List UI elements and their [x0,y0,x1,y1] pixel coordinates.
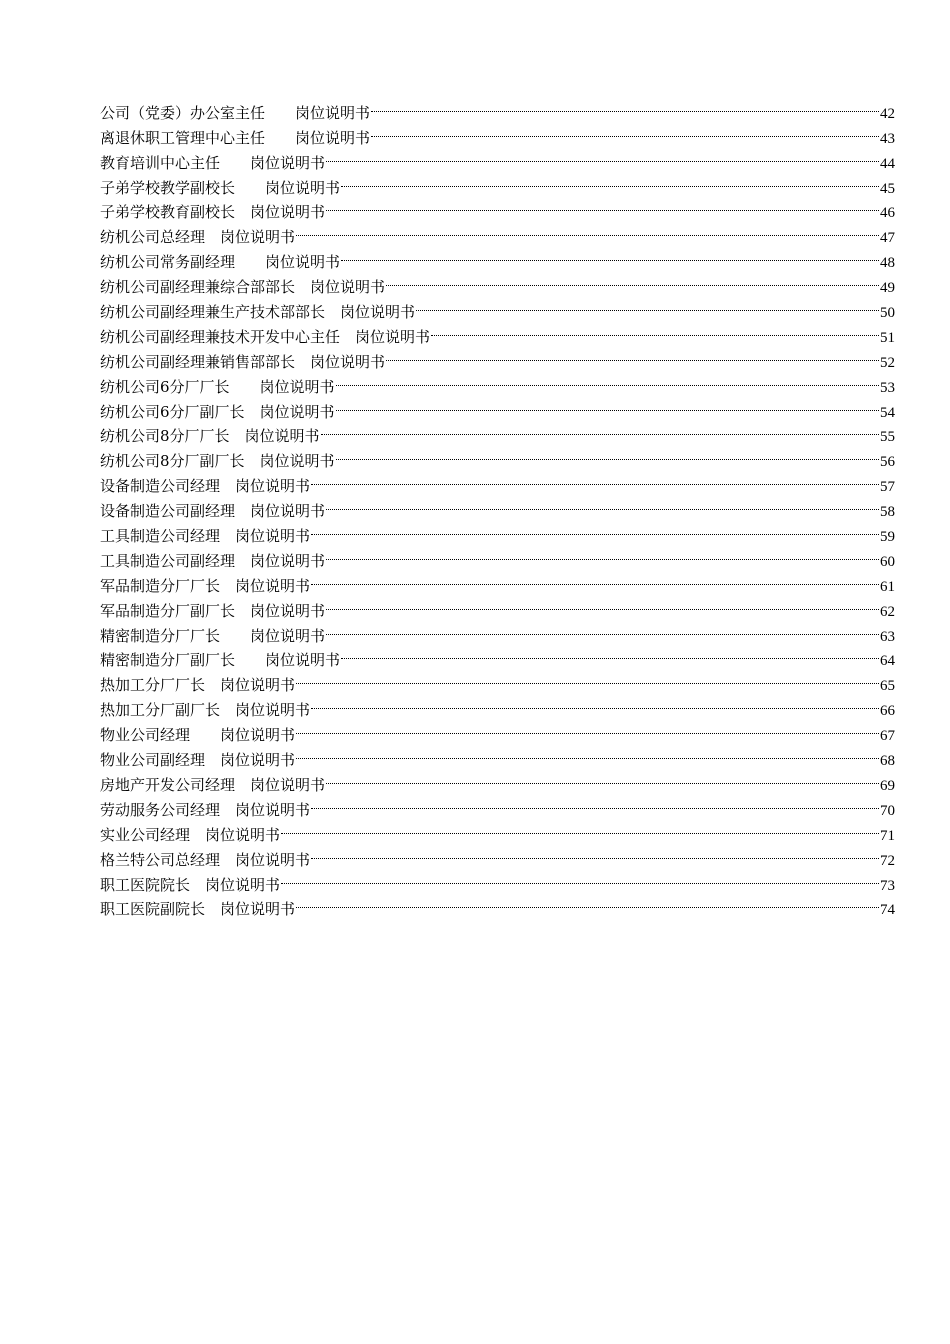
toc-entry-page-number: 50 [880,305,895,322]
dot-leader [385,267,880,292]
toc-entry-page-number: 43 [880,130,895,147]
dot-leader [325,765,880,790]
dot-leader [295,217,880,242]
toc-entry-title: 纺机公司8分厂副厂长 岗位说明书 [100,452,335,471]
dot-leader [295,715,880,740]
toc-entry-page-number: 61 [880,578,895,595]
dot-leader [295,890,880,915]
toc-entry-title: 纺机公司常务副经理 岗位说明书 [100,253,341,272]
toc-entry-title: 子弟学校教育副校长 岗位说明书 [100,203,326,222]
toc-entry-title: 职工医院副院长 岗位说明书 [100,900,296,919]
toc-entry-page-number: 69 [880,777,895,794]
dot-leader [310,790,880,815]
toc-entry-page-number: 54 [880,404,895,421]
toc-entry-title: 教育培训中心主任 岗位说明书 [100,153,326,172]
toc-entry-page-number: 59 [880,529,895,546]
toc-entry-page-number: 48 [880,255,895,272]
toc-entry-page-number: 45 [880,180,895,197]
dot-leader [415,292,880,317]
toc-entry-title: 热加工分厂厂长 岗位说明书 [100,676,296,695]
dot-leader [310,516,880,541]
toc-entry-title: 纺机公司6分厂副厂长 岗位说明书 [100,402,335,421]
dot-leader [325,541,880,566]
dot-leader [280,815,880,840]
toc-entry-title: 精密制造分厂副厂长 岗位说明书 [100,651,341,670]
dot-leader [280,865,880,890]
toc-entry-title: 设备制造公司经理 岗位说明书 [100,477,311,496]
toc-entry-page-number: 64 [880,653,895,670]
dot-leader [340,242,880,267]
toc-entry-title: 工具制造公司经理 岗位说明书 [100,527,311,546]
dot-leader [295,740,880,765]
toc-entry-page-number: 58 [880,504,895,521]
toc-entry-title: 劳动服务公司经理 岗位说明书 [100,800,311,819]
dot-leader [340,641,880,666]
table-of-contents [100,93,895,919]
dot-leader [310,466,880,491]
toc-entry-page-number: 47 [880,230,895,247]
dot-leader [310,840,880,865]
dot-leader [385,342,880,367]
toc-entry-title: 纺机公司6分厂厂长 岗位说明书 [100,377,335,396]
toc-entry-page-number: 46 [880,205,895,222]
toc-entry-page-number: 60 [880,553,895,570]
toc-entry-page-number: 66 [880,703,895,720]
toc-entry-page-number: 57 [880,479,895,496]
toc-entry-page-number: 52 [880,354,895,371]
toc-entry-page-number: 65 [880,678,895,695]
toc-entry-page-number: 53 [880,379,895,396]
toc-entry-title: 工具制造公司副经理 岗位说明书 [100,551,326,570]
dot-leader [310,566,880,591]
dot-leader [335,392,880,417]
toc-entry-page-number: 51 [880,329,895,346]
toc-entry-page-number: 44 [880,155,895,172]
toc-entry-page-number: 55 [880,429,895,446]
dot-leader [325,616,880,641]
toc-entry-page-number: 62 [880,603,895,620]
toc-entry-page-number: 67 [880,728,895,745]
dot-leader [370,118,880,143]
toc-entry-page-number: 63 [880,628,895,645]
toc-entry-page-number: 70 [880,802,895,819]
toc-entry-title: 纺机公司副经理兼技术开发中心主任 岗位说明书 [100,327,431,346]
toc-entry-page-number: 49 [880,280,895,297]
dot-leader [335,441,880,466]
toc-entry-title: 军品制造分厂厂长 岗位说明书 [100,576,311,595]
dot-leader [325,143,880,168]
dot-leader [310,690,880,715]
dot-leader [340,168,880,193]
toc-entry-title: 精密制造分厂厂长 岗位说明书 [100,626,326,645]
toc-entry-page-number: 42 [880,105,895,122]
toc-entry-title: 纺机公司副经理兼销售部部长 岗位说明书 [100,352,386,371]
toc-entry-page-number: 68 [880,753,895,770]
dot-leader [325,193,880,218]
dot-leader [325,591,880,616]
toc-entry-page-number: 72 [880,852,895,869]
toc-entry-title: 格兰特公司总经理 岗位说明书 [100,850,311,869]
toc-entry-title: 纺机公司8分厂厂长 岗位说明书 [100,427,320,446]
toc-entry-title: 职工医院院长 岗位说明书 [100,875,281,894]
toc-entry-page-number: 71 [880,827,895,844]
dot-leader [370,93,880,118]
toc-entry-title: 热加工分厂副厂长 岗位说明书 [100,701,311,720]
toc-entry-title: 纺机公司副经理兼综合部部长 岗位说明书 [100,278,386,297]
dot-leader [430,317,880,342]
toc-entry-page-number: 74 [880,902,895,919]
toc-entry-title: 离退休职工管理中心主任 岗位说明书 [100,128,371,147]
toc-entry-title: 设备制造公司副经理 岗位说明书 [100,502,326,521]
toc-entry-title: 实业公司经理 岗位说明书 [100,825,281,844]
toc-entry-title: 公司（党委）办公室主任 岗位说明书 [100,103,371,122]
toc-entry-page-number: 56 [880,454,895,471]
toc-entry-title: 子弟学校教学副校长 岗位说明书 [100,178,341,197]
dot-leader [335,367,880,392]
dot-leader [295,665,880,690]
toc-entry[interactable] [100,93,895,122]
toc-entry-title: 纺机公司副经理兼生产技术部部长 岗位说明书 [100,303,416,322]
dot-leader [325,491,880,516]
toc-entry-page-number: 73 [880,877,895,894]
dot-leader [320,417,880,442]
toc-entry-title: 军品制造分厂副厂长 岗位说明书 [100,601,326,620]
toc-entry-title: 房地产开发公司经理 岗位说明书 [100,775,326,794]
toc-entry-title: 物业公司经理 岗位说明书 [100,726,296,745]
toc-entry-title: 物业公司副经理 岗位说明书 [100,751,296,770]
toc-entry-title: 纺机公司总经理 岗位说明书 [100,228,296,247]
